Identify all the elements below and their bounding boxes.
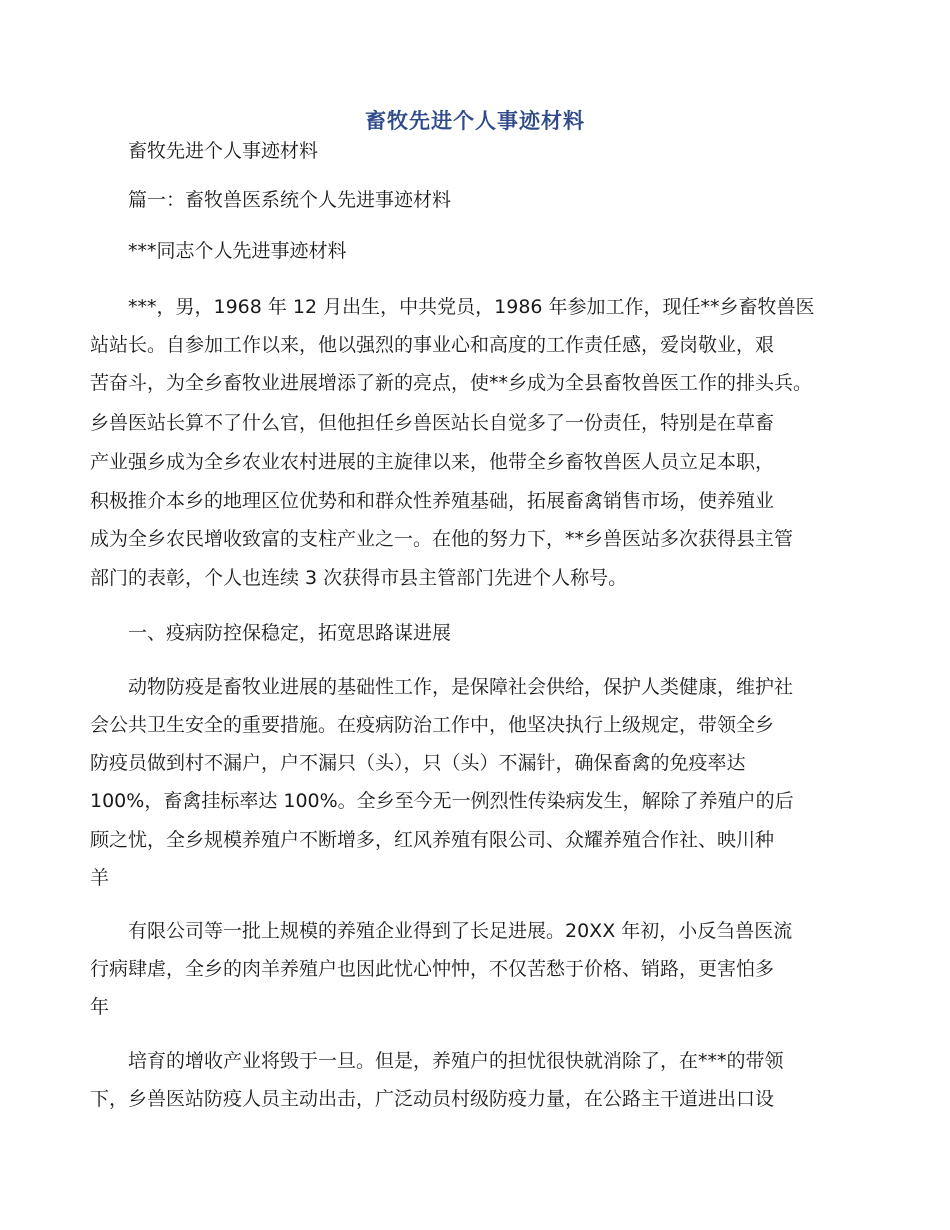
paragraph-line: 100%，畜禽挂标率达 100%。全乡至今无一例烈性传染病发生，解除了养殖户的后 — [90, 790, 794, 812]
paragraph-line: 动物防疫是畜牧业进展的基础性工作，是保障社会供给，保护人类健康，维护社 — [128, 676, 794, 698]
document-title: 畜牧先进个人事迹材料 — [365, 109, 585, 133]
paragraph-line: 防疫员做到村不漏户，户不漏只（头），只（头）不漏针，确保畜禽的免疫率达 — [90, 752, 746, 774]
paragraph-line: 部门的表彰，个人也连续 3 次获得市县主管部门先进个人称号。 — [90, 567, 628, 589]
paragraph-line: 培育的增收产业将毁于一旦。但是，养殖户的担忧很快就消除了，在***的带领 — [128, 1050, 784, 1072]
paragraph-line: 有限公司等一批上规模的养殖企业得到了长足进展。20XX 年初，小反刍兽医流 — [128, 920, 793, 942]
paragraph-line: 行病肆虐，全乡的肉羊养殖户也因此忧心忡忡，不仅苦愁于价格、销路，更害怕多 — [90, 958, 775, 980]
paragraph-line: 下，乡兽医站防疫人员主动出击，广泛动员村级防疫力量，在公路主干道进出口设 — [90, 1088, 775, 1110]
section-heading-line: ***同志个人先进事迹材料 — [128, 240, 347, 262]
paragraph-line: 乡兽医站长算不了什么官，但他担任乡兽医站长自觉多了一份责任，特别是在草畜 — [90, 412, 775, 434]
paragraph-line: ***，男，1968 年 12 月出生，中共党员，1986 年参加工作，现任**乡畜牧兽医 — [128, 296, 815, 318]
paragraph-line: 苦奋斗，为全乡畜牧业进展增添了新的亮点，使**乡成为全县畜牧兽医工作的排头兵。 — [90, 372, 813, 394]
subtitle-line: 畜牧先进个人事迹材料 — [128, 140, 319, 162]
paragraph-line: 羊 — [90, 867, 110, 889]
paragraph-line: 顾之忧，全乡规模养殖户不断增多，红风养殖有限公司、众耀养殖合作社、映川种 — [90, 829, 775, 851]
paragraph-line: 积极推介本乡的地理区位优势和和群众性养殖基础，拓展畜禽销售市场，使养殖业 — [90, 490, 775, 512]
paragraph-line: 年 — [90, 996, 110, 1018]
paragraph-line: 站站长。自参加工作以来，他以强烈的事业心和高度的工作责任感，爱岗敬业，艰 — [90, 334, 775, 356]
paragraph-line: 会公共卫生安全的重要措施。在疫病防治工作中，他坚决执行上级规定，带领全乡 — [90, 714, 775, 736]
section-heading-line: 篇一：畜牧兽医系统个人先进事迹材料 — [128, 189, 452, 211]
paragraph-line: 产业强乡成为全乡农业农村进展的主旋律以来，他带全乡畜牧兽医人员立足本职， — [90, 451, 775, 473]
paragraph-line: 成为全乡农民增收致富的支柱产业之一。在他的努力下，**乡兽医站多次获得县主管 — [90, 528, 794, 550]
section-heading-line: 一、疫病防控保稳定，拓宽思路谋进展 — [128, 622, 452, 644]
